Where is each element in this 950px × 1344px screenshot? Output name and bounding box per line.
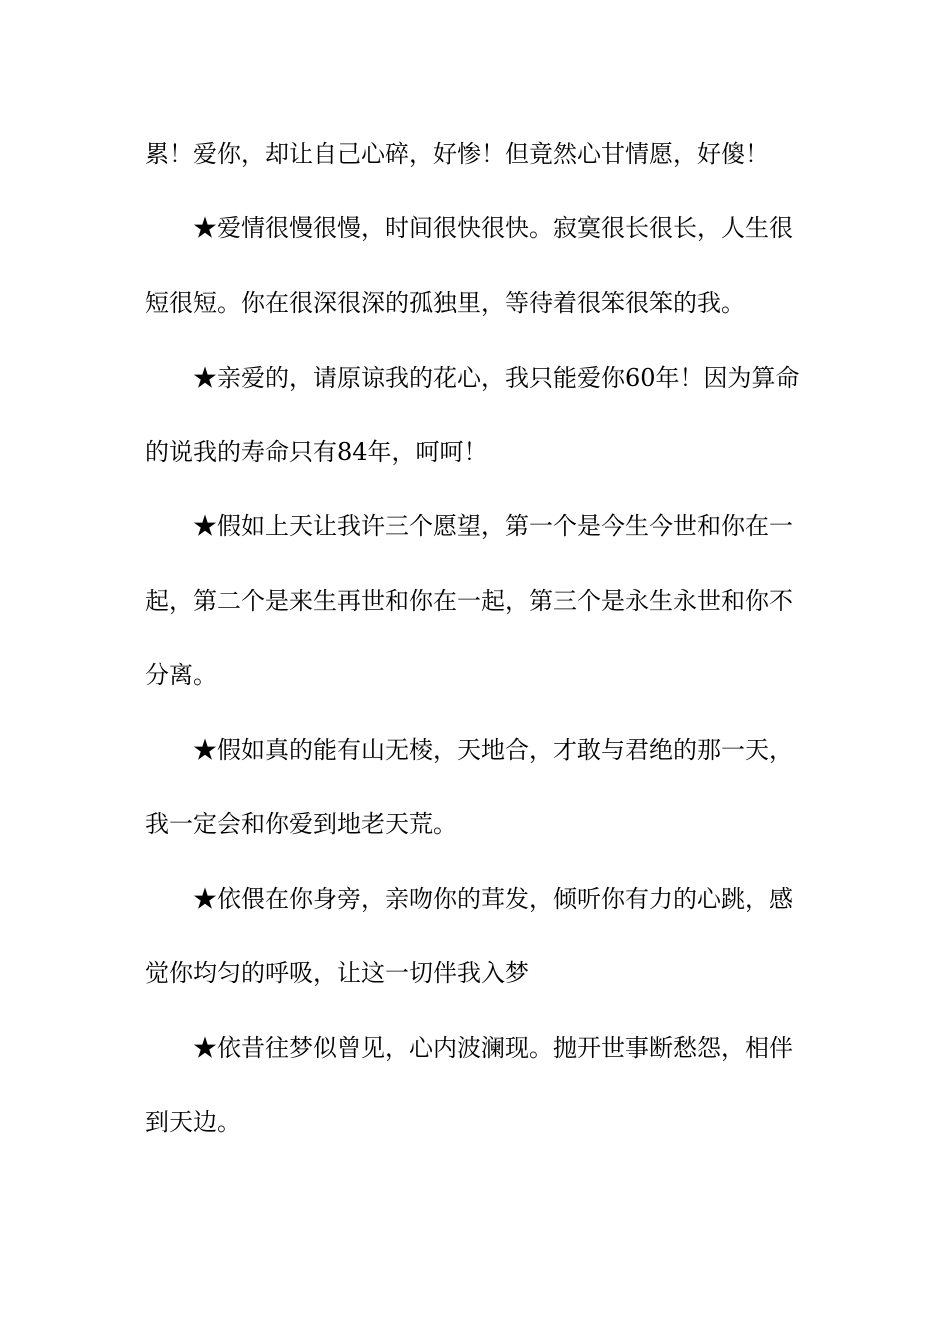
text-line: 起，第二个是来生再世和你在一起，第三个是永生永世和你不 [145, 587, 793, 615]
text-line: 累！爱你，却让自己心碎，好惨！但竟然心甘情愿，好傻！ [145, 140, 769, 168]
paragraph-first-line: ★爱情很慢很慢，时间很快很快。寂寞很长很长，人生很 [193, 214, 793, 242]
paragraph-first-line: ★依偎在你身旁，亲吻你的茸发，倾听你有力的心跳，感 [193, 885, 793, 913]
text-line: 到天边。 [145, 1108, 241, 1136]
paragraph-first-line: ★假如上天让我许三个愿望，第一个是今生今世和你在一 [193, 512, 793, 540]
text-line: 的说我的寿命只有84年，呵呵！ [145, 438, 488, 466]
paragraph-first-line: ★亲爱的，请原谅我的花心，我只能爱你60年！因为算命 [193, 364, 800, 392]
text-line: 觉你均匀的呼吸，让这一切伴我入梦 [145, 959, 529, 987]
paragraph-first-line: ★假如真的能有山无棱，天地合，才敢与君绝的那一天， [193, 736, 793, 764]
text-line: 我一定会和你爱到地老天荒。 [145, 810, 457, 838]
text-line: 短很短。你在很深很深的孤独里，等待着很笨很笨的我。 [145, 289, 745, 317]
paragraph-first-line: ★依昔往梦似曾见，心内波澜现。抛开世事断愁怨，相伴 [193, 1034, 793, 1062]
text-line: 分离。 [145, 661, 217, 689]
